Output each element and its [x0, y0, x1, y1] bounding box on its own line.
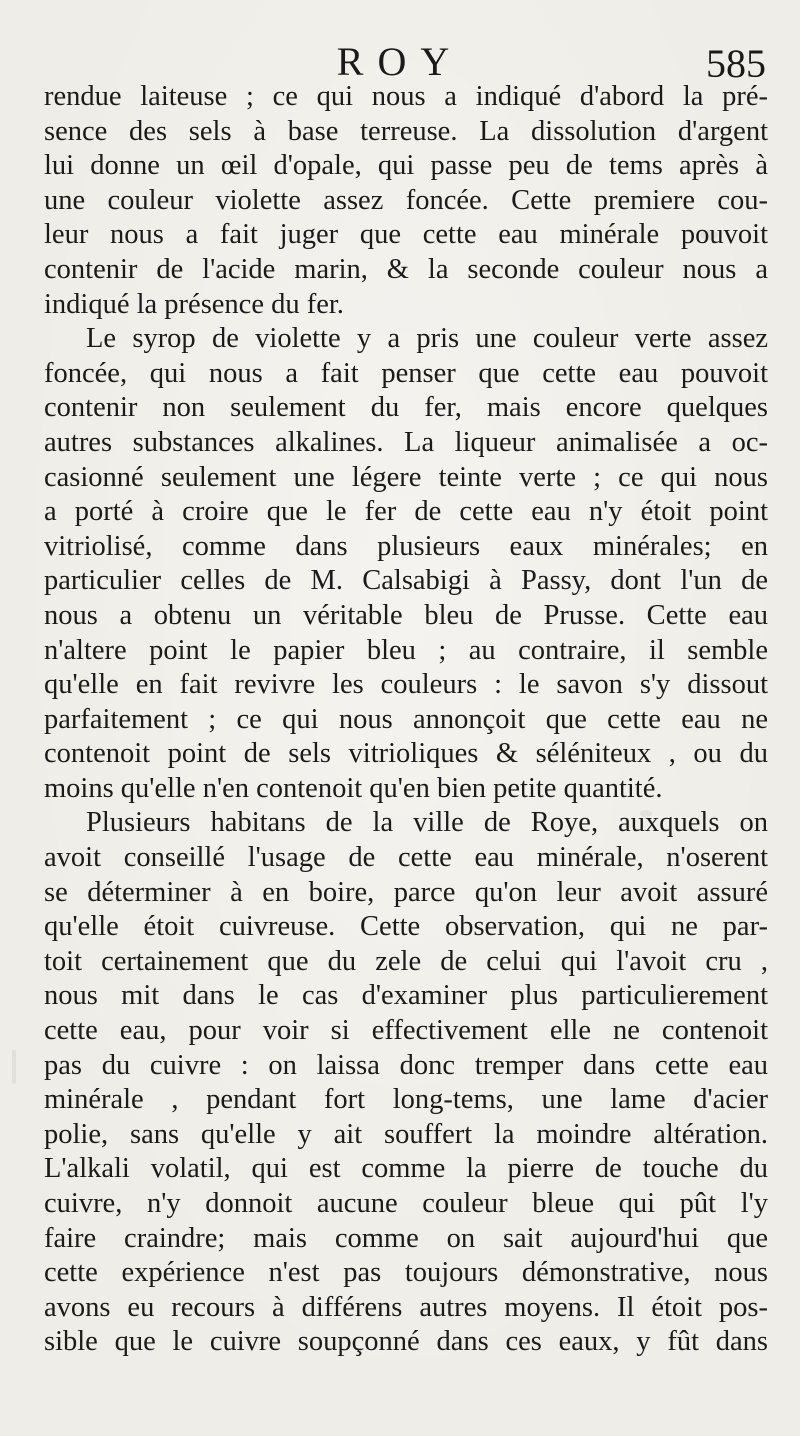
text-line: particulier celles de M. Calsabigi à Passy, dont l'un de: [44, 565, 768, 597]
text-line: indiqué la présence du fer.: [44, 288, 344, 320]
text-line: avons eu recours à différens autres moyens. Il étoit pos-: [44, 1291, 768, 1323]
text-line: cuivre, n'y donnoit aucune couleur bleue qui pût l'y: [44, 1188, 768, 1219]
text-line: leur nous a fait juger que cette eau minérale pouvoit: [44, 219, 768, 251]
running-title: ROY: [336, 39, 464, 84]
paper-spot: [12, 1050, 16, 1084]
text-line: qu'elle en fait revivre les couleurs : le savon s'y dissout: [44, 669, 768, 701]
text-line: toit certainement que du zele de celui qui l'avoit cru ,: [44, 945, 768, 977]
text-line: L'alkali volatil, qui est comme la pierre de touche du: [44, 1153, 768, 1185]
text-line: contenoit point de sels vitrioliques & séléniteux , ou du: [44, 738, 768, 770]
text-line: qu'elle étoit cuivreuse. Cette observation, qui ne par-: [44, 911, 768, 943]
text-line: a porté à croire que le fer de cette eau n'y étoit point: [44, 496, 768, 528]
text-line: faire craindre; mais comme on sait aujourd'hui que: [44, 1222, 768, 1254]
text-line: parfaitement ; ce qui nous annonçoit que cette eau ne: [44, 703, 768, 735]
text-line: nous mit dans le cas d'examiner plus particulierement: [44, 980, 768, 1012]
text-line: se déterminer à en boire, parce qu'on leur avoit assuré: [44, 876, 768, 908]
text-line: autres substances alkalines. La liqueur animalisée a oc-: [44, 426, 768, 458]
page-number: 585: [706, 41, 766, 86]
paragraph-first-line: Le syrop de violette y a pris une couleur verte assez: [86, 323, 768, 355]
text-line: avoit conseillé l'usage de cette eau minérale, n'oserent: [44, 842, 768, 874]
paragraph-first-line: Plusieurs habitans de la ville de Roye, auxquels on: [86, 807, 768, 839]
body-text: [44, 80, 768, 1360]
text-line: vitriolisé, comme dans plusieurs eaux minérales; en: [44, 530, 768, 562]
text-line: contenir non seulement du fer, mais encore quelques: [44, 392, 768, 424]
text-line: cette expérience n'est pas toujours démonstrative, nous: [44, 1257, 768, 1289]
text-line: cette eau, pour voir si effectivement elle ne contenoit: [44, 1015, 768, 1047]
text-line: pas du cuivre : on laissa donc tremper dans cette eau: [44, 1049, 768, 1081]
text-line: sence des sels à base terreuse. La dissolution d'argent: [44, 115, 768, 147]
text-line: foncée, qui nous a fait penser que cette eau pouvoit: [44, 357, 768, 389]
text-line: moins qu'elle n'en contenoit qu'en bien petite quantité.: [44, 772, 663, 804]
text-line: minérale , pendant fort long-tems, une lame d'acier: [44, 1084, 768, 1116]
text-line: casionné seulement une légere teinte verte ; ce qui nous: [44, 461, 768, 493]
text-line: sible que le cuivre soupçonné dans ces eaux, y fût dans: [44, 1326, 768, 1358]
text-line: une couleur violette assez foncée. Cette premiere cou-: [44, 184, 768, 216]
text-line: contenir de l'acide marin, & la seconde couleur nous a: [44, 253, 768, 285]
text-line: polie, sans qu'elle y ait souffert la moindre altération.: [44, 1118, 768, 1150]
text-line: nous a obtenu un véritable bleu de Prusse. Cette eau: [44, 599, 768, 631]
text-line: rendue laiteuse ; ce qui nous a indiqué d'abord la pré-: [44, 81, 768, 112]
text-line: n'altere point le papier bleu ; au contraire, il semble: [44, 634, 768, 666]
text-line: lui donne un œil d'opale, qui passe peu de tems après à: [44, 150, 768, 182]
